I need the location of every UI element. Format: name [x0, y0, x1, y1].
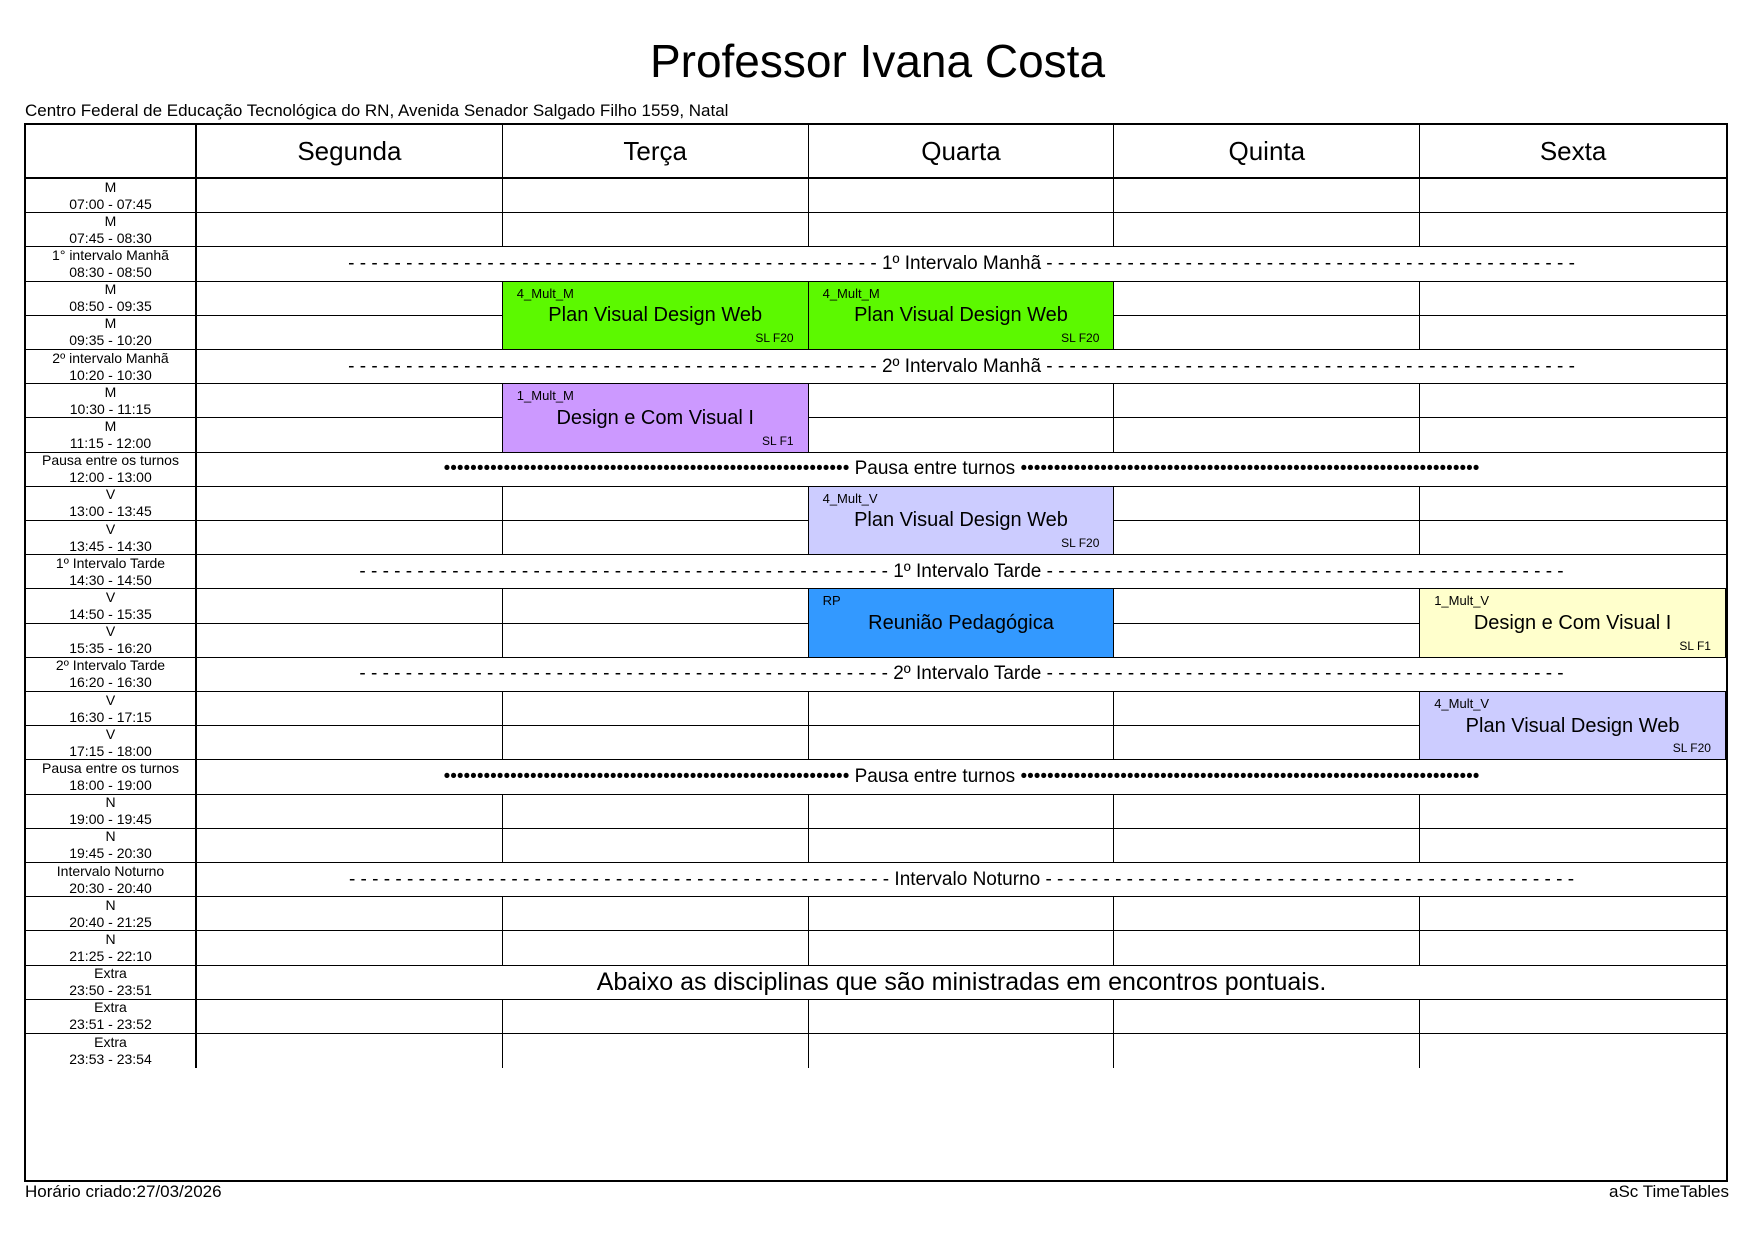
- period-time: 09:35 - 10:20: [69, 332, 152, 349]
- period-time: 13:45 - 14:30: [69, 537, 152, 554]
- timetable-slot: [503, 795, 809, 828]
- period-time: 19:45 - 20:30: [69, 845, 152, 862]
- timetable-slot: [503, 692, 809, 725]
- lesson-subject: Plan Visual Design Web: [854, 509, 1068, 532]
- timetable-slot: [1420, 418, 1726, 451]
- lesson-card[interactable]: [502, 383, 809, 452]
- period-time: 07:45 - 08:30: [69, 229, 152, 246]
- period-label: Extra: [94, 965, 127, 982]
- timetable-slot: [1420, 1034, 1726, 1068]
- period-row: [26, 795, 1726, 829]
- timetable-slot: [1114, 897, 1420, 930]
- day-header-segunda: Segunda: [197, 125, 503, 177]
- period-time-cell: [26, 282, 197, 315]
- period-row: [26, 213, 1726, 247]
- lesson-card[interactable]: [808, 281, 1115, 350]
- period-time: 08:30 - 08:50: [69, 263, 152, 280]
- generator-brand: aSc TimeTables: [1609, 1182, 1729, 1201]
- break-label: - - - - - - - - - - - - - - - - - - - - - - - - - - - - - - - - - - - - - - - - - - - - - - 1º Intervalo Manhã - - - - - - - - - - - - - - - - - - - - - - - - - - - - - - - - - - - - - - - - - - - - - -: [348, 252, 1575, 274]
- lesson-class: 4_Mult_M: [516, 285, 574, 301]
- period-label: 2º intervalo Manhã: [52, 349, 169, 366]
- period-time-cell: [26, 966, 197, 999]
- timetable-slot: [197, 282, 503, 315]
- period-time: 20:30 - 20:40: [69, 879, 152, 896]
- timetable-slot: [809, 213, 1115, 246]
- lesson-class: 4_Mult_V: [1434, 696, 1490, 711]
- timetable-slot: [197, 521, 503, 554]
- lesson-room: SL F20: [755, 330, 794, 345]
- timetable-slot: [503, 624, 809, 657]
- day-header-quarta: Quarta: [809, 125, 1115, 177]
- timetable-slot: [809, 1034, 1115, 1068]
- period-time-cell: [26, 247, 197, 280]
- period-time-cell: [26, 453, 197, 486]
- period-time: 19:00 - 19:45: [69, 811, 152, 828]
- lesson-class: RP: [822, 593, 841, 609]
- creation-date: Horário criado:27/03/2026: [25, 1182, 222, 1201]
- break-label: - - - - - - - - - - - - - - - - - - - - - - - - - - - - - - - - - - - - - - - - - - - - - - 1º Intervalo Tarde - - - - - - - - - - - - - - - - - - - - - - - - - - - - - - - - - - - - - - - - - - - - -: [359, 560, 1564, 582]
- timetable-slot: [809, 692, 1115, 725]
- timetable-slot: [503, 589, 809, 622]
- timetable-slot: [197, 316, 503, 349]
- period-row: [26, 931, 1726, 965]
- period-label: V: [105, 486, 116, 503]
- period-label: N: [105, 794, 116, 811]
- period-time-cell: [26, 692, 197, 725]
- period-label: M: [104, 281, 117, 298]
- timetable-slot: [1114, 624, 1420, 657]
- timetable-slot: [197, 624, 503, 657]
- period-time-cell: [26, 213, 197, 246]
- period-label: M: [104, 417, 117, 434]
- lesson-card[interactable]: [808, 486, 1115, 555]
- period-row: [26, 966, 1726, 1000]
- period-time-cell: [26, 760, 197, 793]
- header-corner-cell: [26, 125, 197, 177]
- timetable-slot: [1114, 795, 1420, 828]
- timetable-slot: [503, 897, 809, 930]
- day-header-sexta: Sexta: [1539, 135, 1607, 166]
- timetable-slot: [1114, 179, 1420, 212]
- timetable-slot: [197, 179, 503, 212]
- timetable-slot: [503, 726, 809, 759]
- period-time: 23:53 - 23:54: [69, 1051, 152, 1068]
- period-time: 07:00 - 07:45: [69, 195, 152, 212]
- period-row: [26, 658, 1726, 692]
- period-label: V: [105, 725, 116, 742]
- period-row: [26, 247, 1726, 281]
- break-label: - - - - - - - - - - - - - - - - - - - - - - - - - - - - - - - - - - - - - - - - - - - - - - 2º Intervalo Manhã - - - - - - - - - - - - - - - - - - - - - - - - - - - - - - - - - - - - - - - - - - - - - -: [348, 355, 1575, 377]
- period-label: Pausa entre os turnos: [42, 452, 179, 469]
- lesson-card[interactable]: [502, 281, 809, 350]
- extra-notice: Abaixo as disciplinas que são ministradas em encontros pontuais.: [596, 967, 1327, 996]
- timetable-slot: [1114, 829, 1420, 862]
- period-time: 11:15 - 12:00: [69, 434, 152, 451]
- period-row: [26, 897, 1726, 931]
- timetable-slot: [809, 726, 1115, 759]
- period-row: [26, 1000, 1726, 1034]
- period-time-cell: [26, 418, 197, 451]
- timetable-slot: [809, 418, 1115, 451]
- timetable-slot: [197, 1000, 503, 1033]
- timetable-slot: [1114, 316, 1420, 349]
- period-label: N: [105, 896, 116, 913]
- lesson-subject: Reunião Pedagógica: [868, 612, 1054, 635]
- timetable-slot: [197, 213, 503, 246]
- timetable-slot: [197, 589, 503, 622]
- period-time: 10:20 - 10:30: [69, 366, 152, 383]
- period-time-cell: [26, 179, 197, 212]
- timetable-slot: [809, 829, 1115, 862]
- timetable-slot: [1420, 179, 1726, 212]
- period-time: 18:00 - 19:00: [69, 776, 152, 793]
- timetable-slot: [1114, 521, 1420, 554]
- timetable-slot: [1114, 692, 1420, 725]
- period-label: V: [105, 588, 116, 605]
- timetable-slot: [1114, 726, 1420, 759]
- period-time-cell: [26, 726, 197, 759]
- timetable-slot: [1420, 384, 1726, 417]
- period-row: [26, 418, 1726, 452]
- lesson-class: 1_Mult_M: [516, 388, 574, 404]
- period-time-cell: [26, 658, 197, 691]
- timetable-slot: [197, 795, 503, 828]
- day-header-terça: Terça: [503, 125, 809, 177]
- period-label: 1º Intervalo Tarde: [55, 554, 166, 571]
- period-time-cell: [26, 795, 197, 828]
- lesson-card[interactable]: [808, 588, 1115, 657]
- period-time-cell: [26, 350, 197, 383]
- school-address: Centro Federal de Educação Tecnológica do RN, Avenida Senador Salgado Filho 1559, Natal: [25, 101, 729, 120]
- period-row: [26, 829, 1726, 863]
- period-time: 15:35 - 16:20: [69, 640, 152, 657]
- period-label: Extra: [94, 1034, 127, 1051]
- period-row: [26, 384, 1726, 418]
- period-time-cell: [26, 555, 197, 588]
- period-row: [26, 179, 1726, 213]
- period-time: 12:00 - 13:00: [69, 469, 152, 486]
- timetable-slot: [1114, 1000, 1420, 1033]
- lesson-room: SL F20: [1061, 536, 1100, 551]
- timetable-slot: [1420, 487, 1726, 520]
- period-row: [26, 555, 1726, 589]
- timetable-slot: [197, 692, 503, 725]
- timetable-slot: [1420, 521, 1726, 554]
- period-time: 16:30 - 17:15: [69, 708, 152, 725]
- lesson-room: SL F1: [1679, 638, 1711, 653]
- break-label: ••••••••••••••••••••••••••••••••••••••••••••••••••••••••••••• Pausa entre turnos •••••••••••••••••••••••••••••••••••••••••••••••••••••••••••••••••••••: [443, 765, 1480, 787]
- timetable-slot: [503, 829, 809, 862]
- period-row: [26, 453, 1726, 487]
- lesson-class: 1_Mult_V: [1434, 593, 1490, 609]
- timetable-slot: [1114, 931, 1420, 964]
- period-time: 23:51 - 23:52: [69, 1016, 152, 1033]
- period-row: [26, 863, 1726, 897]
- lesson-room: SL F1: [762, 433, 794, 448]
- break-label: - - - - - - - - - - - - - - - - - - - - - - - - - - - - - - - - - - - - - - - - - - - - - - 2º Intervalo Tarde - - - - - - - - - - - - - - - - - - - - - - - - - - - - - - - - - - - - - - - - - - - - -: [359, 663, 1564, 685]
- timetable-slot: [197, 931, 503, 964]
- lesson-subject: Design e Com Visual I: [556, 406, 754, 429]
- period-time-cell: [26, 897, 197, 930]
- timetable-slot: [809, 795, 1115, 828]
- period-time-cell: [26, 589, 197, 622]
- timetable-slot: [503, 521, 809, 554]
- timetable-slot: [809, 384, 1115, 417]
- period-time-cell: [26, 1034, 197, 1068]
- timetable-slot: [1114, 418, 1420, 451]
- timetable-slot: [1114, 589, 1420, 622]
- period-label: N: [105, 930, 116, 947]
- lesson-room: SL F20: [1061, 330, 1100, 345]
- period-time: 16:20 - 16:30: [69, 674, 152, 691]
- lesson-subject: Plan Visual Design Web: [1465, 714, 1680, 737]
- period-time-cell: [26, 1000, 197, 1033]
- lesson-subject: Plan Visual Design Web: [548, 304, 763, 327]
- timetable-slot: [1420, 795, 1726, 828]
- page-title: Professor Ivana Costa: [649, 35, 1106, 87]
- period-label: Intervalo Noturno: [56, 862, 165, 879]
- timetable-slot: [809, 897, 1115, 930]
- period-label: Pausa entre os turnos: [42, 759, 179, 776]
- timetable-slot: [1420, 897, 1726, 930]
- period-time: 21:25 - 22:10: [69, 947, 152, 964]
- timetable-slot: [503, 1034, 809, 1068]
- lesson-room: SL F20: [1672, 741, 1711, 756]
- timetable-slot: [1420, 1000, 1726, 1033]
- timetable-slot: [1420, 829, 1726, 862]
- timetable-slot: [1420, 282, 1726, 315]
- timetable-slot: [1420, 931, 1726, 964]
- lesson-subject: Plan Visual Design Web: [854, 304, 1068, 327]
- period-time-cell: [26, 829, 197, 862]
- period-label: V: [105, 691, 116, 708]
- period-row: [26, 350, 1726, 384]
- timetable-slot: [503, 487, 809, 520]
- period-label: M: [104, 178, 117, 195]
- timetable-grid: [24, 123, 1728, 1182]
- period-time: 14:30 - 14:50: [69, 571, 152, 588]
- timetable-header-row: [26, 125, 1726, 179]
- timetable-slot: [197, 418, 503, 451]
- break-label: ••••••••••••••••••••••••••••••••••••••••••••••••••••••••••••• Pausa entre turnos •••••••••••••••••••••••••••••••••••••••••••••••••••••••••••••••••••••: [443, 458, 1480, 480]
- timetable-slot: [809, 1000, 1115, 1033]
- period-time-cell: [26, 931, 197, 964]
- period-time-cell: [26, 624, 197, 657]
- period-time: 10:30 - 11:15: [69, 400, 152, 417]
- day-header-quinta: Quinta: [1114, 125, 1420, 177]
- timetable-slot: [1114, 384, 1420, 417]
- period-label: V: [105, 623, 116, 640]
- timetable-slot: [503, 179, 809, 212]
- timetable-slot: [503, 213, 809, 246]
- timetable-slot: [503, 931, 809, 964]
- period-time-cell: [26, 384, 197, 417]
- timetable-slot: [197, 726, 503, 759]
- timetable-slot: [1114, 487, 1420, 520]
- timetable-slot: [197, 384, 503, 417]
- timetable-slot: [809, 931, 1115, 964]
- timetable-slot: [1114, 213, 1420, 246]
- period-label: M: [104, 315, 117, 332]
- period-label: 2º Intervalo Tarde: [55, 657, 166, 674]
- timetable-slot: [809, 179, 1115, 212]
- period-label: Extra: [94, 999, 127, 1016]
- timetable-slot: [1420, 316, 1726, 349]
- period-time: 17:15 - 18:00: [69, 742, 152, 759]
- period-row: [26, 1034, 1726, 1068]
- period-time: 20:40 - 21:25: [69, 913, 152, 930]
- timetable-slot: [197, 897, 503, 930]
- period-label: N: [105, 828, 116, 845]
- period-time: 23:50 - 23:51: [69, 982, 152, 999]
- period-label: V: [105, 520, 116, 537]
- lesson-card[interactable]: [1419, 588, 1726, 657]
- period-label: M: [104, 212, 117, 229]
- lesson-card[interactable]: [1419, 691, 1726, 760]
- period-time-cell: [26, 316, 197, 349]
- timetable-slot: [1114, 1034, 1420, 1068]
- lesson-class: 4_Mult_M: [822, 285, 880, 301]
- period-time-cell: [26, 487, 197, 520]
- timetable-slot: [197, 487, 503, 520]
- timetable-slot: [1114, 282, 1420, 315]
- period-label: 1° intervalo Manhã: [52, 246, 169, 263]
- period-label: M: [104, 383, 117, 400]
- timetable-slot: [1420, 213, 1726, 246]
- period-time: 13:00 - 13:45: [69, 503, 152, 520]
- period-time-cell: [26, 863, 197, 896]
- period-time: 14:50 - 15:35: [69, 605, 152, 622]
- period-time: 08:50 - 09:35: [69, 298, 152, 315]
- break-label: - - - - - - - - - - - - - - - - - - - - - - - - - - - - - - - - - - - - - - - - - - - - - - - Intervalo Noturno - - - - - - - - - - - - - - - - - - - - - - - - - - - - - - - - - - - - - - - - - - - - - -: [348, 868, 1575, 890]
- timetable-slot: [197, 829, 503, 862]
- period-time-cell: [26, 521, 197, 554]
- period-row: [26, 760, 1726, 794]
- timetable-slot: [197, 1034, 503, 1068]
- timetable-slot: [503, 1000, 809, 1033]
- lesson-class: 4_Mult_V: [822, 490, 878, 506]
- lesson-subject: Design e Com Visual I: [1473, 612, 1672, 635]
